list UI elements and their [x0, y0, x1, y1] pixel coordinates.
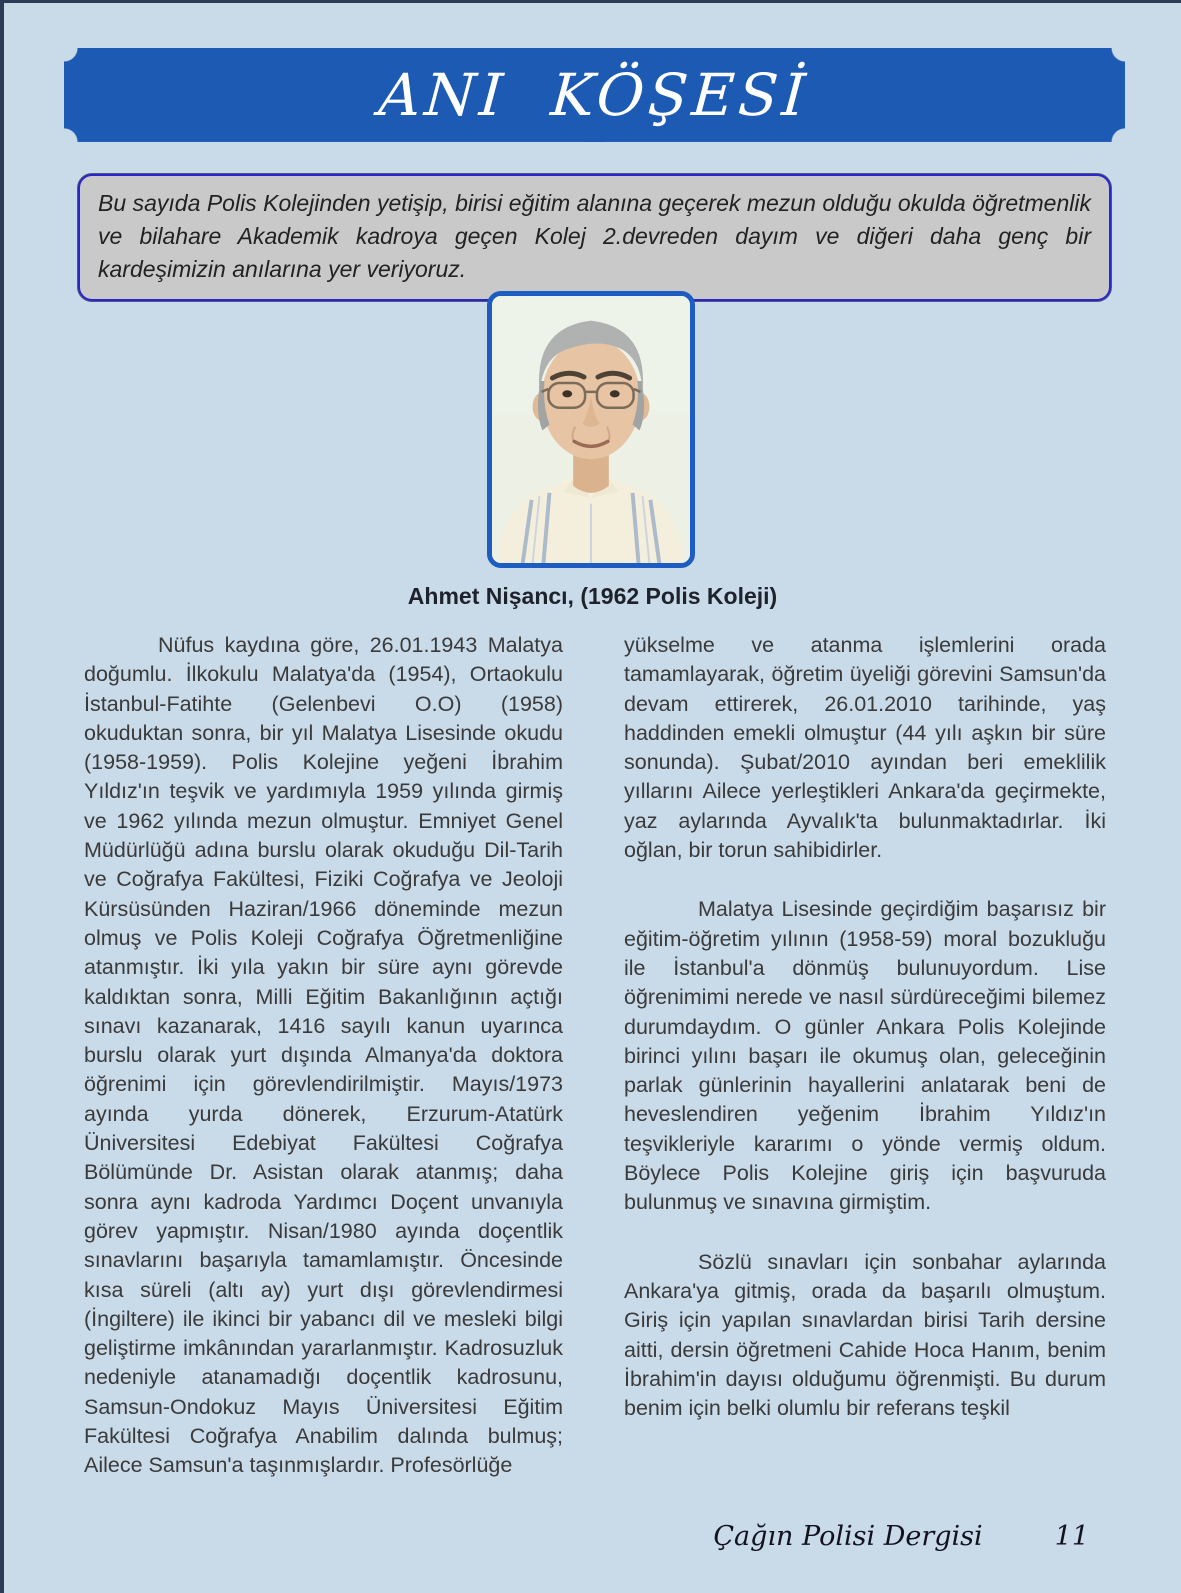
intro-text: Bu sayıda Polis Kolejinden yetişip, birisi eğitim alanına geçerek mezun olduğu okulda öğretmenlik ve bilahare Akademik kadroya geçen Kolej 2.devreden dayım ve diğeri daha genç bir kardeşimizin anılarına yer veriyoruz. — [98, 190, 1091, 282]
body-column-left — [84, 631, 563, 1481]
page-number: 11 — [1054, 1521, 1089, 1552]
portrait-photo-illustration — [492, 296, 690, 563]
journal-name: Çağın Polisi Dergisi — [713, 1521, 983, 1552]
page-title: ANI KÖŞESİ — [377, 61, 812, 129]
paragraph-retirement: yükselme ve atanma işlemlerini orada tamamlayarak, öğretim üyeliği görevini Samsun'da devam ettirerek, 26.01.2010 tarihinde, yaş haddinden emekli olmuştur (44 yılı aşkın bir süre sonunda). Şubat/2010 ayından beri emeklilik yıllarını Ailece yerleştikleri Ankara'da geçirmekte, yaz aylarında Ayvalık'ta bulunmaktadırlar. İki oğlan, bir torun sahibidirler. — [624, 633, 1106, 863]
paragraph-oral-exams: Sözlü sınavları için sonbahar aylarında Ankara'ya gitmiş, orada da başarılı olmuştum. Giriş için yapılan sınavlardan birisi Tarih dersine aitti, dersin öğretmeni Cahide Hoca Hanım, benim İbrahim'in dayısı olduğumu öğrenmişti. Bu durum benim için belki olumlu bir referans teşkil — [624, 1249, 1106, 1421]
intro-box — [78, 174, 1111, 301]
portrait-photo — [487, 291, 695, 568]
header-banner — [64, 48, 1125, 142]
photo-caption: Ahmet Nişancı, (1962 Polis Koleji) — [407, 583, 778, 609]
paragraph-biography: Nüfus kaydına göre, 26.01.1943 Malatya doğumlu. İlkokulu Malatya'da (1954), Ortaokulu İstanbul-Fatihte (Gelenbevi O.O) (1958) okuduktan sonra, bir yıl Malatya Lisesinde okudu (1958-1959). Polis Kolejine yeğeni İbrahim Yıldız'ın teşvik ve yardımıyla 1959 yılında girmiş ve 1962 yılında mezun olmuştur. Emniyet Genel Müdürlüğü adına burslu olarak okuduğu Dil-Tarih ve Coğrafya Fakültesi, Fiziki Coğrafya ve Jeoloji Kürsüsünden Haziran/1966 döneminde mezun olmuş ve Polis Koleji Coğrafya Öğretmenliğine atanmıştır. İki yıla yakın bir süre aynı görevde kaldıktan sonra, Milli Eğitim Bakanlığının açtığı sınavı kazanarak, 1416 sayılı kanun uyarınca burslu olarak yurt dışında Almanya'da doktora öğrenimi için görevlendirilmiştir. Mayıs/1973 ayında yurda dönerek, Erzurum-Atatürk Üniversitesi Edebiyat Fakültesi Coğrafya Bölümünde Dr. Asistan olarak atanmış; daha sonra aynı kadroda Yardımcı Doçent unvanıyla görev yapmıştır. Nisan/1980 ayında doçentlik sınavlarını başarıyla tamamlamıştır. Öncesinde kısa süreli (altı ay) yurt dışı görevlendirmesi (İngiltere) ile ikinci bir yabancı dil ve mesleki bilgi geliştirme imkânından yararlanmıştır. Kadrosuzluk nedeniyle atanamadığı doçentlik kadrosunu, Samsun-Ondokuz Mayıs Üniversitesi Eğitim Fakültesi Coğrafya Anabilim dalında bulmuş; Ailece Samsun'a taşınmışlardır. Profesörlüğe — [84, 633, 563, 1478]
page-footer — [713, 1521, 1089, 1552]
body-column-right — [624, 631, 1106, 1423]
paragraph-malatya-memory: Malatya Lisesinde geçirdiğim başarısız bir eğitim-öğretim yılının (1958-59) moral bozukluğu ile İstanbul'a dönmüş bulunuyordum. Lise öğrenimimi nerede ve nasıl sürdüreceğimi bilemez durumdaydım. O günler Ankara Polis Kolejinde birinci yılını başarı ile okumuş olan, geleceğinin parlak günlerinin hayallerini anlatarak beni de heveslendiren yeğenim İbrahim Yıldız'ın teşvikleriyle kararımı o yönde vermiş oldum. Böylece Polis Kolejine giriş için başvuruda bulunmuş ve sınavına girmiştim. — [624, 897, 1106, 1215]
